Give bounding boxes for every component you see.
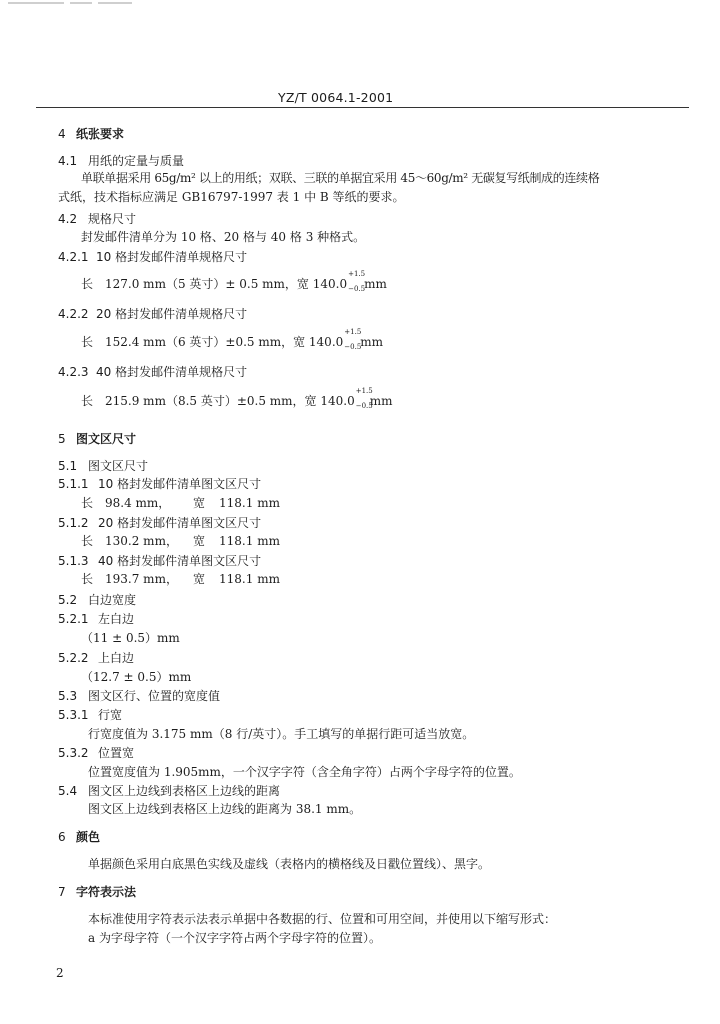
paragraph: 式纸，技术指标应满足 GB16797-1997 表 1 中 B 等纸的要求。: [58, 190, 405, 204]
clause-heading: 4.1 用纸的定量与质量: [58, 154, 185, 168]
clause-heading: 5.3.2 位置宽: [58, 746, 135, 760]
section-heading: 7 字符表示法: [58, 885, 137, 899]
paragraph: 行宽度值为 3.175 mm（8 行/英寸）。手工填写的单据行距可适当放宽。: [88, 727, 475, 741]
paragraph: 单据颜色采用白底黑色实线及虚线（表格内的横格线及日戳位置线）、黑字。: [88, 857, 491, 871]
section-heading: 4 纸张要求: [58, 127, 125, 141]
dimension-line: 长 193.7 mm， 宽 118.1 mm: [81, 572, 280, 586]
standard-code: YZ/T 0064.1-2001: [278, 90, 394, 105]
paragraph: 位置宽度值为 1.905mm，一个汉字字符（含全角字符）占两个字母字符的位置。: [88, 765, 521, 779]
dimension-line: 长 215.9 mm（8.5 英寸）±0.5 mm，宽 140.0 +1.5 −0.5 mm: [81, 387, 393, 410]
clause-heading: 5.1.3 40 格封发邮件清单图文区尺寸: [58, 554, 262, 568]
paragraph: a 为字母字符（一个汉字字符占两个字母字符的位置）。: [88, 931, 381, 945]
scan-artifact: [98, 2, 132, 4]
section-heading: 5 图文区尺寸: [58, 432, 137, 446]
clause-heading: 4.2.2 20 格封发邮件清单规格尺寸: [58, 307, 248, 321]
scan-artifact: [70, 2, 92, 4]
clause-heading: 5.4 图文区上边线到表格区上边线的距离: [58, 784, 281, 798]
paragraph: 本标准使用字符表示法表示单据中各数据的行、位置和可用空间，并使用以下缩写形式：: [88, 912, 557, 926]
clause-heading: 4.2.1 10 格封发邮件清单规格尺寸: [58, 250, 248, 264]
tolerance: +1.5 −0.5: [348, 270, 366, 293]
dimension-line: 长 98.4 mm， 宽 118.1 mm: [81, 496, 280, 510]
dimension-line: 长 127.0 mm（5 英寸）± 0.5 mm，宽 140.0 +1.5 −0.5 mm: [81, 270, 387, 293]
clause-heading: 5.2 白边宽度: [58, 593, 137, 607]
paragraph: 单联单据采用 65g/m² 以上的用纸；双联、三联的单据宜采用 45～60g/m² 无碳复写纸制成的连续格: [81, 171, 600, 185]
paragraph: 图文区上边线到表格区上边线的距离为 38.1 mm。: [88, 802, 362, 816]
tolerance: +1.5 −0.5: [355, 387, 373, 410]
tolerance: +1.5 −0.5: [344, 328, 362, 351]
value-line: （11 ± 0.5）mm: [81, 631, 180, 645]
clause-heading: 5.1.1 10 格封发邮件清单图文区尺寸: [58, 477, 262, 491]
value-line: （12.7 ± 0.5）mm: [81, 670, 192, 684]
clause-heading: 5.1 图文区尺寸: [58, 459, 149, 473]
dimension-line: 长 130.2 mm， 宽 118.1 mm: [81, 534, 280, 548]
clause-heading: 5.2.1 左白边: [58, 612, 135, 626]
clause-heading: 4.2 规格尺寸: [58, 212, 137, 226]
clause-heading: 5.2.2 上白边: [58, 651, 135, 665]
paragraph: 封发邮件清单分为 10 格、20 格与 40 格 3 种格式。: [81, 230, 366, 244]
clause-heading: 5.1.2 20 格封发邮件清单图文区尺寸: [58, 516, 262, 530]
header-rule: [36, 107, 689, 108]
scan-artifact: [8, 2, 64, 4]
clause-heading: 5.3 图文区行、位置的宽度值: [58, 689, 221, 703]
section-heading: 6 颜色: [58, 830, 101, 844]
clause-heading: 4.2.3 40 格封发邮件清单规格尺寸: [58, 365, 248, 379]
dimension-line: 长 152.4 mm（6 英寸）±0.5 mm，宽 140.0 +1.5 −0.5 mm: [81, 328, 384, 351]
clause-heading: 5.3.1 行宽: [58, 708, 123, 722]
page-number: 2: [56, 966, 64, 980]
